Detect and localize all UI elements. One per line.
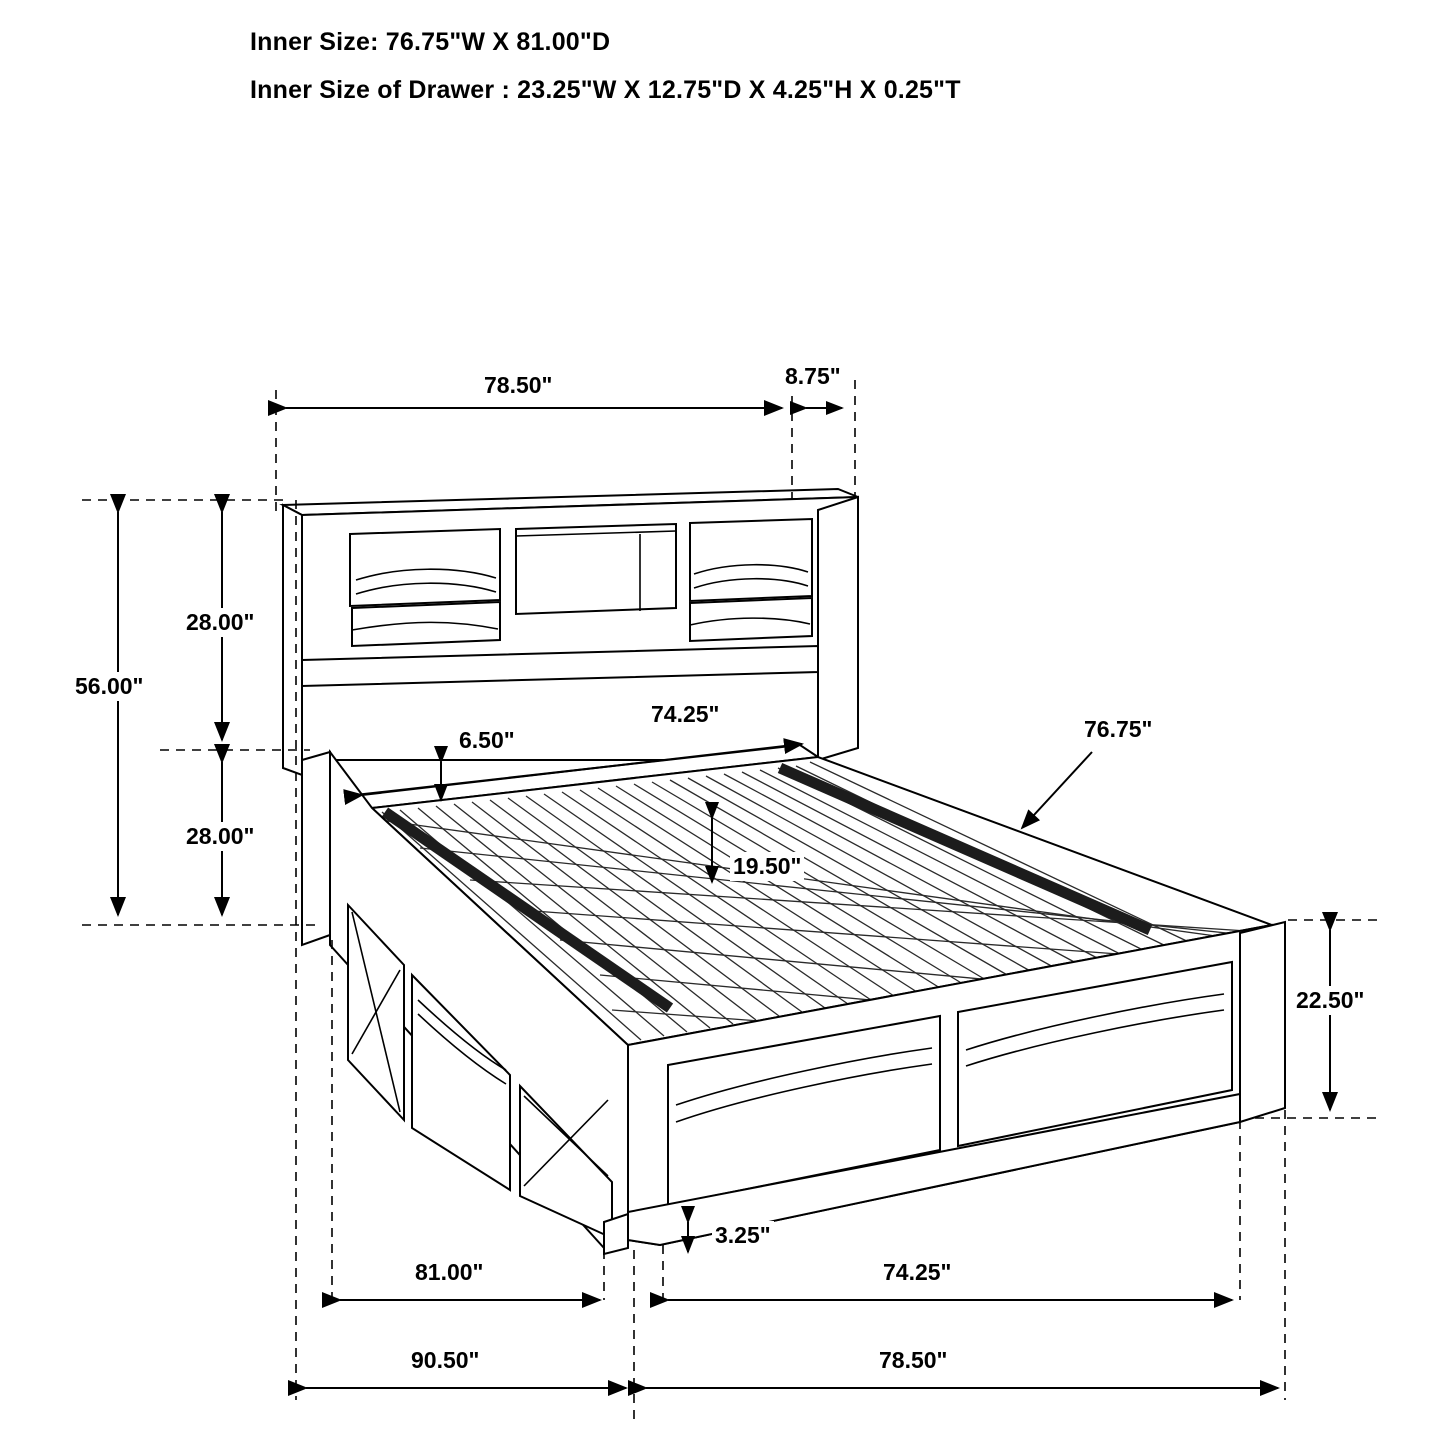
dim-label-top-width: 78.50"	[481, 371, 555, 400]
dim-label-headboard-lower: 28.00"	[183, 822, 257, 851]
dim-label-bottom-right-inner: 74.25"	[880, 1258, 954, 1287]
dim-label-right-height: 22.50"	[1293, 986, 1367, 1015]
dim-label-bottom-left-inner: 81.00"	[412, 1258, 486, 1287]
dim-label-bottom-left-outer: 90.50"	[408, 1346, 482, 1375]
note-inner-size: Inner Size: 76.75"W X 81.00"D	[250, 28, 611, 56]
dim-label-slat-center: 19.50"	[730, 852, 804, 881]
dim-label-top-overhang: 8.75"	[782, 362, 844, 391]
dim-label-headboard-total: 56.00"	[72, 672, 146, 701]
dim-label-deck-diag: 74.25"	[648, 700, 722, 729]
dim-label-headboard-upper: 28.00"	[183, 608, 257, 637]
dim-label-rail-offset: 6.50"	[456, 726, 518, 755]
dim-label-foot-clear: 3.25"	[712, 1221, 774, 1250]
dim-label-deck-right: 76.75"	[1081, 715, 1155, 744]
note-inner-size-drawer: Inner Size of Drawer : 23.25"W X 12.75"D X 4.25"H X 0.25"T	[250, 76, 961, 104]
dim-label-bottom-right-outer: 78.50"	[876, 1346, 950, 1375]
